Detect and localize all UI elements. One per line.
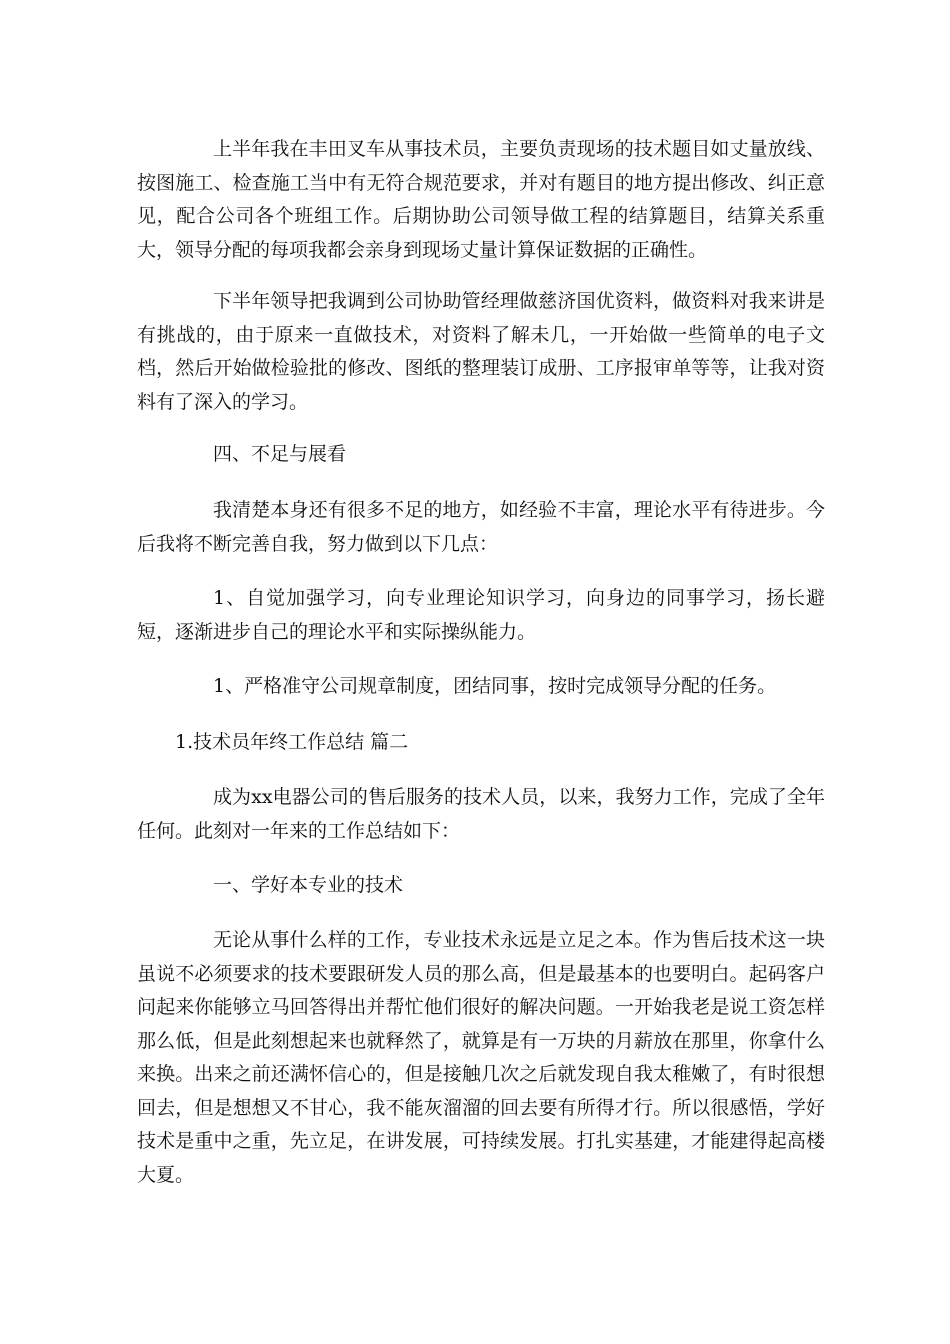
- section-heading-shortcomings: 四、不足与展看: [213, 443, 347, 465]
- paragraph-first-half-year: 上半年我在丰田叉车从事技术员，主要负责现场的技术题目如丈量放线、按图施工、检查施工当中有无符合规范要求，并对有题目的地方提出修改、纠正意见，配合公司各个班组工作。后期协助公司领导做工程的结算题目，结算关系重大，领导分配的每项我都会亲身到现场丈量计算保证数据的正确性。: [137, 138, 825, 261]
- paragraph-intro: 成为xx电器公司的售后服务的技术人员，以来，我努力工作，完成了全年任何。此刻对一年来的工作总结如下：: [137, 786, 825, 842]
- list-item-rules: 1、严格准守公司规章制度，团结同事，按时完成领导分配的任务。: [213, 675, 777, 697]
- article-title-part-two: 1.技术员年终工作总结 篇二: [175, 731, 409, 753]
- paragraph-second-half-year: 下半年领导把我调到公司协助管经理做慈济国优资料，做资料对我来讲是有挑战的，由于原来一直做技术，对资料了解未几，一开始做一些简单的电子文档，然后开始做检验批的修改、图纸的整理装订成册、工序报审单等等，让我对资料有了深入的学习。: [137, 290, 825, 413]
- paragraph-technology: 无论从事什么样的工作，专业技术永远是立足之本。作为售后技术这一块虽说不必须要求的技术要跟研发人员的那么高，但是最基本的也要明白。起码客户问起来你能够立马回答得出并帮忙他们很好的解决问题。一开始我老是说工资怎样那么低，但是此刻想起来也就释然了，就算是有一万块的月薪放在那里，你拿什么来换。出来之前还满怀信心的，但是接触几次之后就发现自我太稚嫩了，有时很想回去，但是想想又不甘心，我不能灰溜溜的回去要有所得才行。所以很感悟，学好技术是重中之重，先立足，在讲发展，可持续发展。打扎实基建，才能建得起高楼大夏。: [137, 929, 825, 1186]
- list-item-study: 1、自觉加强学习，向专业理论知识学习，向身边的同事学习，扬长避短，逐渐进步自己的理论水平和实际操纵能力。: [137, 587, 825, 643]
- section-heading-technology: 一、学好本专业的技术: [213, 874, 404, 896]
- paragraph-shortcomings: 我清楚本身还有很多不足的地方，如经验不丰富，理论水平有待进步。今后我将不断完善自我，努力做到以下几点：: [137, 499, 825, 555]
